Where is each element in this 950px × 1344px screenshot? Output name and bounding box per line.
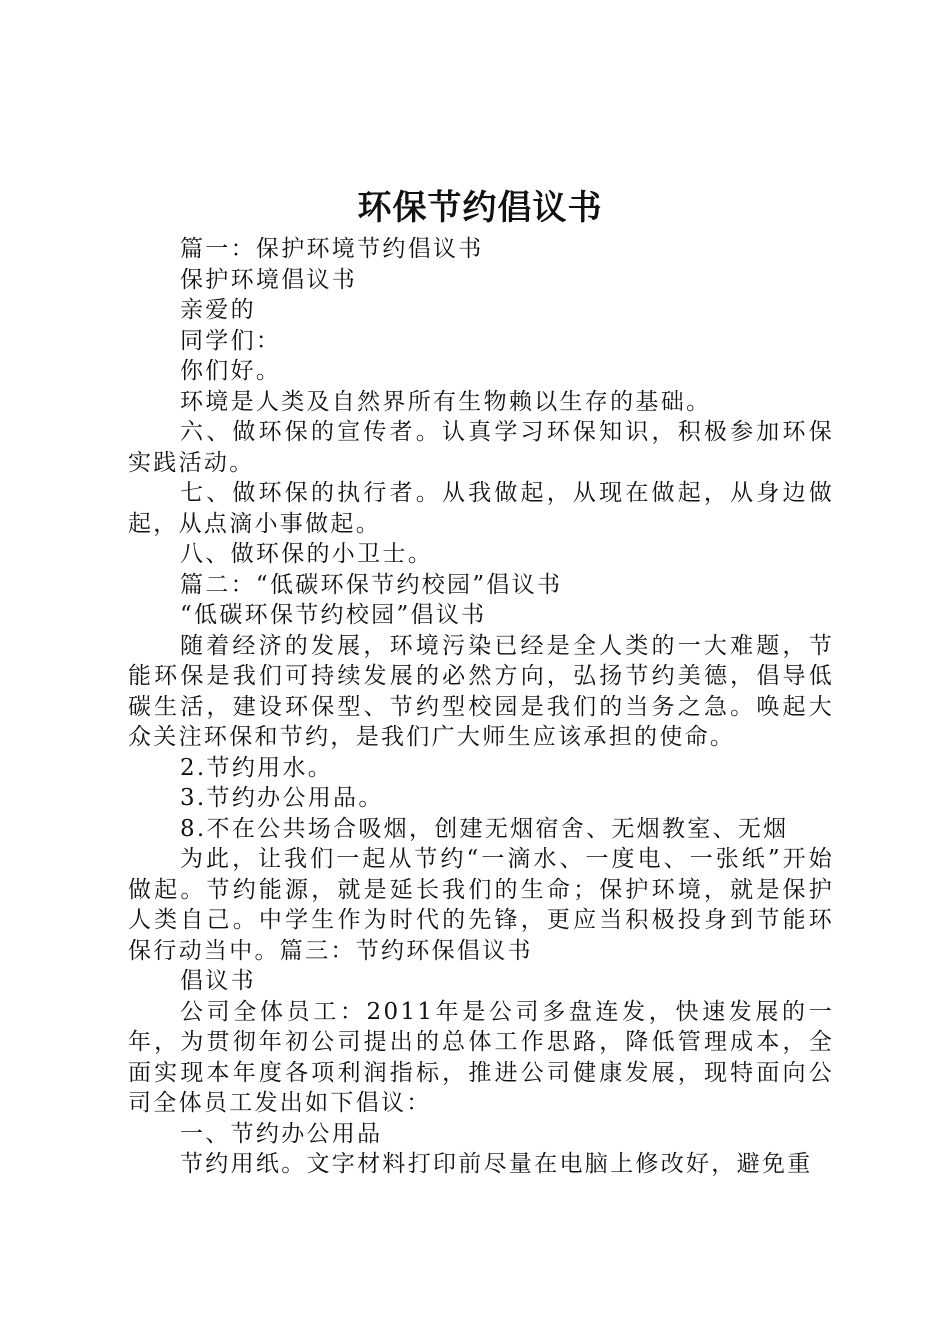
section-heading-2: 篇二：“低碳环保节约校园”倡议书 xyxy=(180,571,563,598)
list-item: 2.节约用水。 xyxy=(180,754,334,781)
list-item: 8.不在公共场合吸烟，创建无烟宿舍、无烟教室、无烟 xyxy=(180,815,789,842)
salutation-line-2: 同学们： xyxy=(180,327,282,354)
paragraph: 六、做环保的宣传者。认真学习环保知识，积极参加环保实践活动。 xyxy=(128,419,834,476)
document-body xyxy=(128,234,834,1180)
greeting: 你们好。 xyxy=(180,358,282,384)
subtitle-1: 保护环境倡议书 xyxy=(180,266,358,293)
section-heading-1: 篇一：保护环境节约倡议书 xyxy=(180,236,484,262)
document-title: 环保节约倡议书 xyxy=(357,188,603,228)
subsection-heading: 一、节约办公用品 xyxy=(180,1120,383,1147)
paragraph: 随着经济的发展，环境污染已经是全人类的一大难题，节能环保是我们可持续发展的必然方向，弘扬节约美德，倡导低碳生活，建设环保型、节约型校园是我们的当务之急。唤起大众关注环保和节约，是我们广大师生应该承担的使命。 xyxy=(128,632,834,750)
paragraph: 环境是人类及自然界所有生物赖以生存的基础。 xyxy=(180,388,712,415)
subtitle-3: 倡议书 xyxy=(180,968,256,994)
paragraph: 七、做环保的执行者。从我做起，从现在做起，从身边做起，从点滴小事做起。 xyxy=(128,480,834,537)
list-item: 3.节约办公用品。 xyxy=(180,785,384,811)
subtitle-2: “低碳环保节约校园”倡议书 xyxy=(180,602,487,628)
paragraph: 为此，让我们一起从节约“一滴水、一度电、一张纸”开始做起。节约能源，就是延长我们的生命；保护环境，就是保护人类自己。中学生作为时代的先锋，更应当积极投身到节能环保行动当中。篇三：节约环保倡议书 xyxy=(128,846,834,964)
paragraph: 公司全体员工：2011年是公司多盘连发，快速发展的一年，为贯彻年初公司提出的总体工作思路，降低管理成本，全面实现本年度各项利润指标，推进公司健康发展，现特面向公司全体员工发出如下倡议： xyxy=(128,998,834,1116)
paragraph: 节约用纸。文字材料打印前尽量在电脑上修改好，避免重 xyxy=(180,1151,813,1177)
salutation-line-1: 亲爱的 xyxy=(180,297,256,323)
paragraph: 八、做环保的小卫士。 xyxy=(180,541,433,567)
